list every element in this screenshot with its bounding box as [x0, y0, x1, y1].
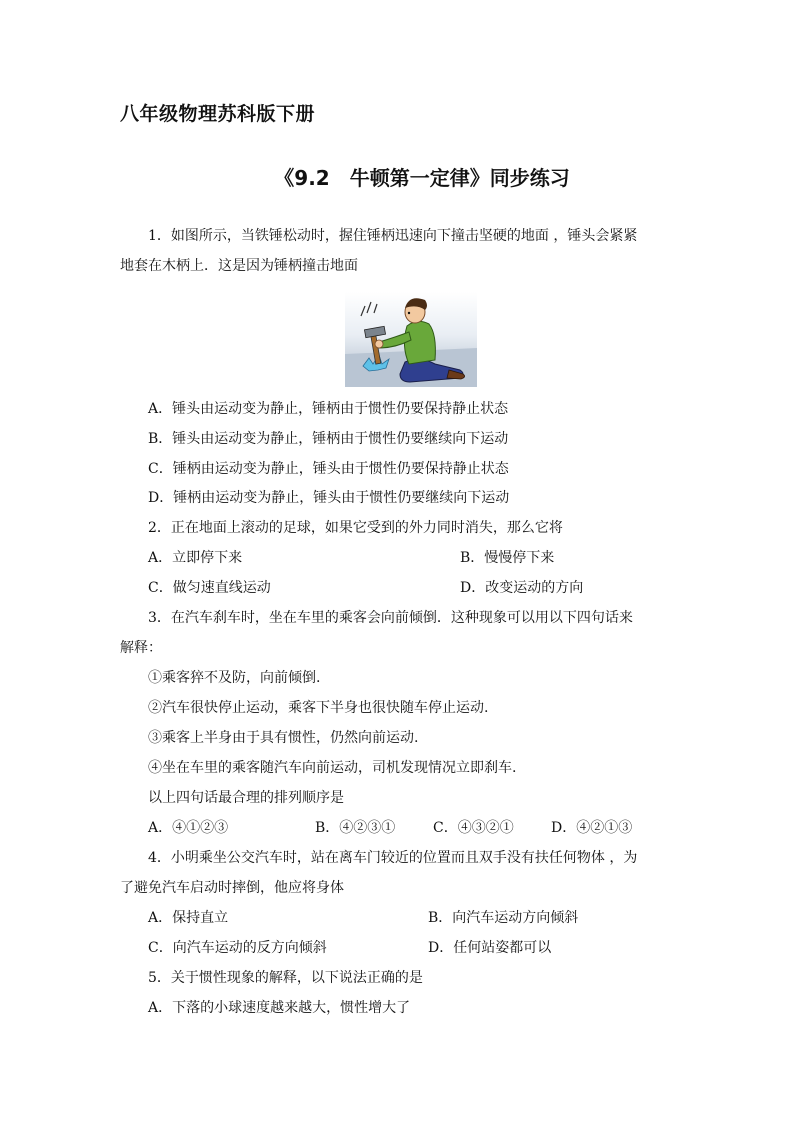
q3-option-c: C．④③②① [433, 820, 514, 836]
q4-option-c: C．向汽车运动的反方向倾斜 [148, 940, 327, 956]
q1-stem-line2: 地套在木柄上．这是因为锤柄撞击地面 [120, 258, 358, 274]
q5-stem: 5．关于惯性现象的解释，以下说法正确的是 [148, 970, 423, 986]
q4-option-a: A．保持直立 [148, 910, 229, 926]
document-heading: 八年级物理苏科版下册 [120, 103, 316, 125]
q5-option-a: A．下落的小球速度越来越大，惯性增大了 [148, 1000, 411, 1016]
q1-option-d: D．锤柄由运动变为静止，锤头由于惯性仍要继续向下运动 [148, 490, 510, 506]
page-title: 《9.2 牛顿第一定律》同步练习 [274, 166, 570, 190]
q3-stem-line2: 解释： [120, 640, 162, 656]
q1-option-c: C．锤柄由运动变为静止，锤头由于惯性仍要保持静止状态 [148, 461, 509, 477]
q3-statement-2: ②汽车很快停止运动，乘客下半身也很快随车停止运动. [148, 700, 489, 716]
q4-option-d: D．任何站姿都可以 [428, 940, 552, 956]
q2-option-d: D．改变运动的方向 [460, 580, 584, 596]
q4-option-b: B．向汽车运动方向倾斜 [428, 910, 579, 926]
q2-option-c: C．做匀速直线运动 [148, 580, 271, 596]
q3-statement-3: ③乘客上半身由于具有惯性，仍然向前运动. [148, 730, 419, 746]
q3-question: 以上四句话最合理的排列顺序是 [148, 790, 344, 806]
q3-option-a: A．④①②③ [148, 820, 229, 836]
q3-statement-1: ①乘客猝不及防，向前倾倒. [148, 670, 321, 686]
q3-option-b: B．④②③① [315, 820, 396, 836]
q4-stem-line1: 4．小明乘坐公交汽车时，站在离车门较近的位置而且双手没有扶任何物体 ，为 [148, 850, 638, 866]
q3-option-d: D．④②①③ [551, 820, 633, 836]
q2-option-b: B．慢慢停下来 [460, 550, 555, 566]
q2-stem: 2．正在地面上滚动的足球，如果它受到的外力同时消失，那么它将 [148, 520, 563, 536]
q1-option-b: B．锤头由运动变为静止，锤柄由于惯性仍要继续向下运动 [148, 431, 509, 447]
q4-stem-line2: 了避免汽车启动时摔倒，他应将身体 [120, 880, 344, 896]
q3-statement-4: ④坐在车里的乘客随汽车向前运动，司机发现情况立即刹车. [148, 760, 517, 776]
q3-stem-line1: 3．在汽车刹车时，坐在车里的乘客会向前倾倒．这种现象可以用以下四句话来 [148, 610, 633, 626]
q2-option-a: A．立即停下来 [148, 550, 243, 566]
q1-option-a: A．锤头由运动变为静止，锤柄由于惯性仍要保持静止状态 [148, 401, 509, 417]
hammer-illustration [345, 292, 477, 387]
q1-stem-line1: 1．如图所示，当铁锤松动时，握住锤柄迅速向下撞击坚硬的地面 ，锤头会紧紧 [148, 228, 638, 244]
